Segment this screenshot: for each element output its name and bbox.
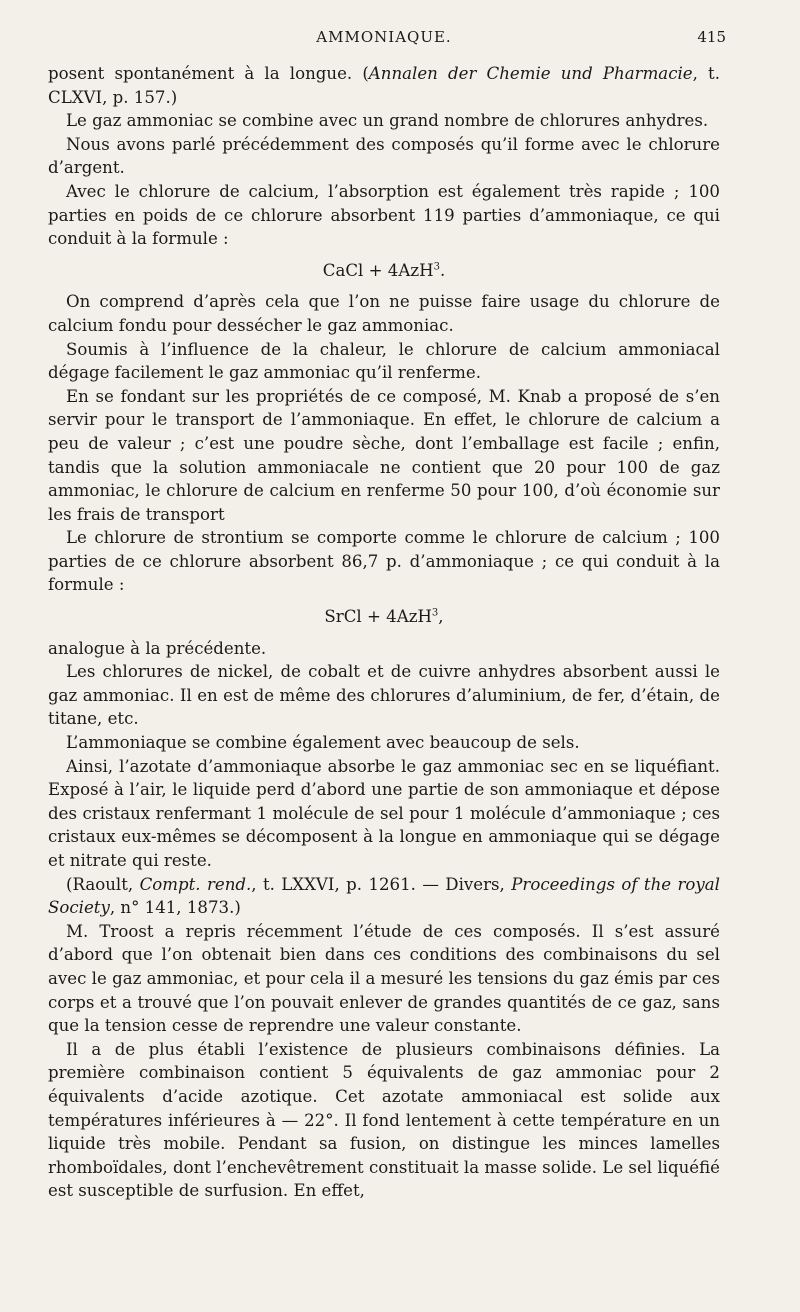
paragraph: analogue à la précédente.: [48, 638, 267, 658]
paragraph: En se fondant sur les propriétés de ce composé, M. Knab a proposé de s’en servir pour le transport de l’ammoniaque. En effet, le chlorure de calcium a peu de valeur ; c’est une poudre sèche, dont l’emballage est facile ; enfin, tandis que la solution ammoniacale ne contient que 20 pour 100 de gaz ammoniac, le chlorure de calcium en renferme 50 pour 100, d’où économie sur les frais de transport: [48, 386, 720, 524]
paragraph: (Raoult, Compt. rend., t. LXXVI, p. 1261. — Divers, Proceedings of the royal Society, n° 141, 1873.): [48, 874, 720, 918]
book-page: [48, 28, 726, 1268]
running-title: AMMONIAQUE.: [316, 28, 452, 46]
page-number: 415: [697, 28, 726, 46]
paragraph: Soumis à l’influence de la chaleur, le chlorure de calcium ammoniacal dégage facilement le gaz ammoniac qu’il renferme.: [48, 339, 720, 383]
paragraph: Il a de plus établi l’existence de plusieurs combinaisons définies. La première combinaison contient 5 équivalents de gaz ammoniac pour 2 équivalents d’acide azotique. Cet azotate ammoniacal est solide aux températures inférieures à — 22°. Il fond lentement à cette température en un liquide très mobile. Pendant sa fusion, on distingue les minces lamelles rhomboïdales, dont l’enchevêtrement constituait la masse solide. Le sel liquéfié est susceptible de surfusion. En effet,: [48, 1039, 720, 1201]
running-header: [48, 28, 726, 54]
chemical-formula: CaCl + 4AzH$^3$.: [322, 260, 446, 280]
paragraph: posent spontanément à la longue. (Annalen der Chemie und Pharmacie, t. CLXVI, p. 157.): [48, 64, 720, 107]
paragraph: Le chlorure de strontium se comporte comme le chlorure de calcium ; 100 parties de ce chlorure absorbent 86,7 p. d’ammoniaque ; ce qui conduit à la formule :: [48, 528, 720, 595]
paragraph: Le gaz ammoniac se combine avec un grand nombre de chlorures anhydres.: [66, 111, 709, 131]
paragraph: Ainsi, l’azotate d’ammoniaque absorbe le gaz ammoniac sec en se liquéfiant. Exposé à l’air, le liquide perd d’abord une partie de son ammoniaque et dépose des cristaux renfermant 1 molécule de sel pour 1 molécule d’ammoniaque ; ces cristaux eux-mêmes se décomposent à la longue en ammoniaque qui se dégage et nitrate qui reste.: [48, 756, 720, 870]
paragraph: On comprend d’après cela que l’on ne puisse faire usage du chlorure de calcium fondu pour dessécher le gaz ammoniac.: [48, 292, 720, 335]
paragraph: Les chlorures de nickel, de cobalt et de cuivre anhydres absorbent aussi le gaz ammoniac. Il en est de même des chlorures d’aluminium, de fer, d’étain, de titane, etc.: [48, 662, 720, 729]
paragraph: Nous avons parlé précédemment des composés qu’il forme avec le chlorure d’argent.: [48, 134, 720, 178]
page-body: [48, 62, 720, 1203]
paragraph: L’ammoniaque se combine également avec beaucoup de sels.: [66, 733, 580, 753]
paragraph: M. Troost a repris récemment l’étude de ces composés. Il s’est assuré d’abord que l’on obtenait bien dans ces conditions des combinaisons du sel avec le gaz ammoniac, et pour cela il a mesuré les tensions du gaz émis par ces corps et a trouvé que l’on pouvait enlever de grandes quantités de ce gaz, sans que la tension cesse de reprendre une valeur constante.: [48, 921, 720, 1036]
chemical-formula: SrCl + 4AzH$^3$,: [324, 607, 444, 627]
paragraph: Avec le chlorure de calcium, l’absorption est également très rapide ; 100 parties en poids de ce chlorure absorbent 119 parties d’ammoniaque, ce qui conduit à la formule :: [48, 181, 720, 249]
